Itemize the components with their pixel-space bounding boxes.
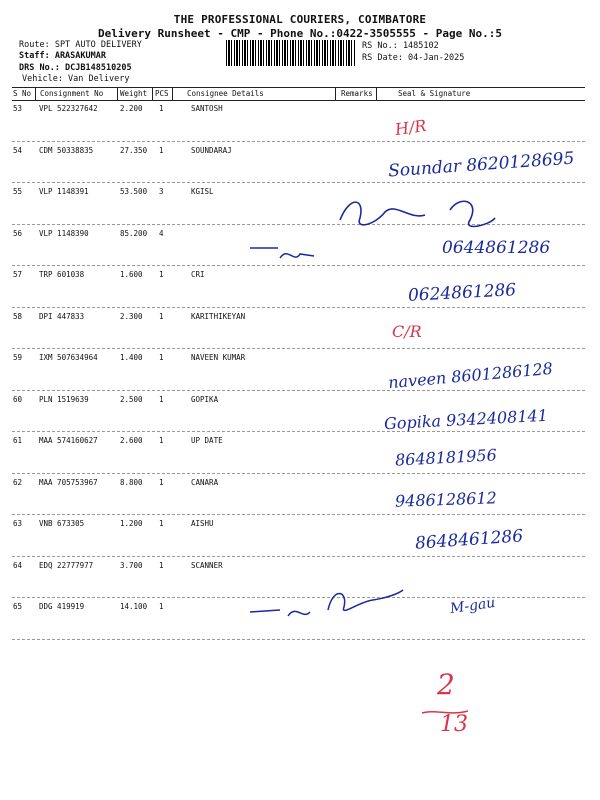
- table-row: [12, 473, 585, 516]
- cell-consignment: EDQ 22777977: [39, 560, 94, 570]
- cell-consignee: NAVEEN KUMAR: [191, 353, 246, 362]
- table-row: [12, 307, 585, 350]
- cell-sno: 65: [13, 602, 23, 611]
- cell-sno: 62: [13, 477, 23, 487]
- handwritten-remark: H/R: [393, 115, 428, 140]
- cell-consignment: DDG 419919: [39, 602, 85, 611]
- cell-pcs: 1: [159, 104, 164, 113]
- runsheet-subtitle: Delivery Runsheet - CMP - Phone No.:0422-3505555 - Page No.:5: [98, 27, 502, 40]
- cell-pcs: 1: [159, 353, 164, 362]
- handwritten-page-number: 2: [437, 668, 455, 701]
- cell-pcs: 1: [159, 602, 164, 611]
- dash-mark-icon: [248, 238, 318, 268]
- cell-consignment: VPL 522327642: [39, 104, 98, 113]
- cell-consignee: UP DATE: [191, 436, 223, 445]
- table-row: [12, 99, 585, 142]
- cell-weight: 2.200: [120, 104, 143, 113]
- cell-pcs: 1: [159, 311, 164, 321]
- cell-pcs: 1: [159, 436, 164, 445]
- cell-consignment: VNB 673305: [39, 519, 85, 528]
- cell-consignment: PLN 1519639: [39, 394, 89, 404]
- vehicle-info: Vehicle: Van Delivery: [22, 74, 130, 84]
- handwritten-phone: 8648461286: [414, 526, 524, 554]
- handwritten-phone: 9486128612: [394, 488, 498, 511]
- signature-scribble-icon: [248, 582, 408, 627]
- cell-weight: 1.200: [120, 519, 143, 528]
- handwritten-phone: 0624861286: [407, 280, 517, 306]
- handwritten-signature: M-gau: [449, 594, 497, 618]
- handwritten-page-total: 13: [440, 712, 468, 737]
- handwritten-signature: Soundar 8620128695: [387, 148, 575, 182]
- cell-consignee: SCANNER: [191, 560, 223, 570]
- cell-consignment: VLP 1148390: [39, 228, 89, 238]
- cell-consignee: CANARA: [191, 477, 219, 487]
- cell-sno: 57: [13, 270, 23, 279]
- cell-pcs: 1: [159, 519, 164, 528]
- cell-weight: 1.600: [120, 270, 143, 279]
- cell-consignee: SANTOSH: [191, 104, 223, 113]
- cell-consignment: DPI 447833: [39, 311, 85, 321]
- cell-sno: 61: [13, 436, 23, 445]
- handwritten-phone: 0644861286: [442, 238, 551, 258]
- cell-weight: 8.800: [120, 477, 143, 487]
- cell-consignment: CDM 50338835: [39, 145, 94, 155]
- cell-weight: 27.350: [120, 145, 148, 155]
- table-row: [12, 431, 585, 474]
- cell-weight: 3.700: [120, 560, 143, 570]
- cell-consignee: KGISL: [191, 187, 214, 196]
- cell-consignment: TRP 601038: [39, 270, 85, 279]
- cell-pcs: 1: [159, 145, 164, 155]
- cell-sno: 55: [13, 187, 23, 196]
- col-sno: S No: [13, 89, 32, 98]
- cell-sno: 54: [13, 145, 23, 155]
- signature-scribble-icon: [330, 190, 500, 240]
- col-seal: Seal & Signature: [398, 89, 471, 98]
- cell-pcs: 1: [159, 560, 164, 570]
- cell-consignment: MAA 574160627: [39, 436, 98, 445]
- cell-consignment: VLP 1148391: [39, 187, 89, 196]
- cell-sno: 60: [13, 394, 23, 404]
- cell-consignee: SOUNDARAJ: [191, 145, 232, 155]
- company-title: THE PROFESSIONAL COURIERS, COIMBATORE: [173, 13, 427, 26]
- handwritten-signature: Gopika 9342408141: [383, 405, 549, 434]
- cell-pcs: 4: [159, 228, 164, 238]
- col-pcs: PCS: [155, 89, 169, 98]
- route-info: Route: SPT AUTO DELIVERY: [19, 40, 142, 50]
- barcode-icon: [226, 40, 356, 66]
- cell-pcs: 1: [159, 270, 164, 279]
- col-consignment: Consignment No: [40, 89, 104, 98]
- cell-pcs: 1: [159, 394, 164, 404]
- cell-consignee: GOPIKA: [191, 394, 219, 404]
- cell-weight: 2.300: [120, 311, 143, 321]
- cell-weight: 85.200: [120, 228, 148, 238]
- cell-sno: 58: [13, 311, 23, 321]
- staff-info: Staff: ARASAKUMAR: [19, 51, 106, 61]
- col-weight: Weight: [120, 89, 148, 98]
- handwritten-signature: naveen 8601286128: [387, 358, 554, 393]
- cell-sno: 63: [13, 519, 23, 528]
- cell-consignee: KARITHIKEYAN: [191, 311, 246, 321]
- rs-date: RS Date: 04-Jan-2025: [362, 53, 465, 63]
- cell-pcs: 3: [159, 187, 164, 196]
- cell-sno: 59: [13, 353, 23, 362]
- cell-consignment: IXM 507634964: [39, 353, 98, 362]
- cell-weight: 14.100: [120, 602, 148, 611]
- cell-sno: 56: [13, 228, 23, 238]
- cell-consignee: AISHU: [191, 519, 214, 528]
- handwritten-phone: 8648181956: [394, 445, 498, 470]
- cell-weight: 53.500: [120, 187, 148, 196]
- cell-weight: 2.600: [120, 436, 143, 445]
- cell-consignment: MAA 705753967: [39, 477, 98, 487]
- col-consignee: Consignee Details: [187, 89, 264, 98]
- drs-info: DRS No.: DCJB148510205: [19, 63, 132, 73]
- cell-sno: 53: [13, 104, 23, 113]
- col-remarks: Remarks: [341, 89, 373, 98]
- cell-weight: 2.500: [120, 394, 143, 404]
- cell-pcs: 1: [159, 477, 164, 487]
- handwritten-remark: C/R: [392, 322, 422, 341]
- cell-sno: 64: [13, 560, 23, 570]
- rs-number: RS No.: 1485102: [362, 41, 439, 51]
- cell-weight: 1.400: [120, 353, 143, 362]
- cell-consignee: CRI: [191, 270, 205, 279]
